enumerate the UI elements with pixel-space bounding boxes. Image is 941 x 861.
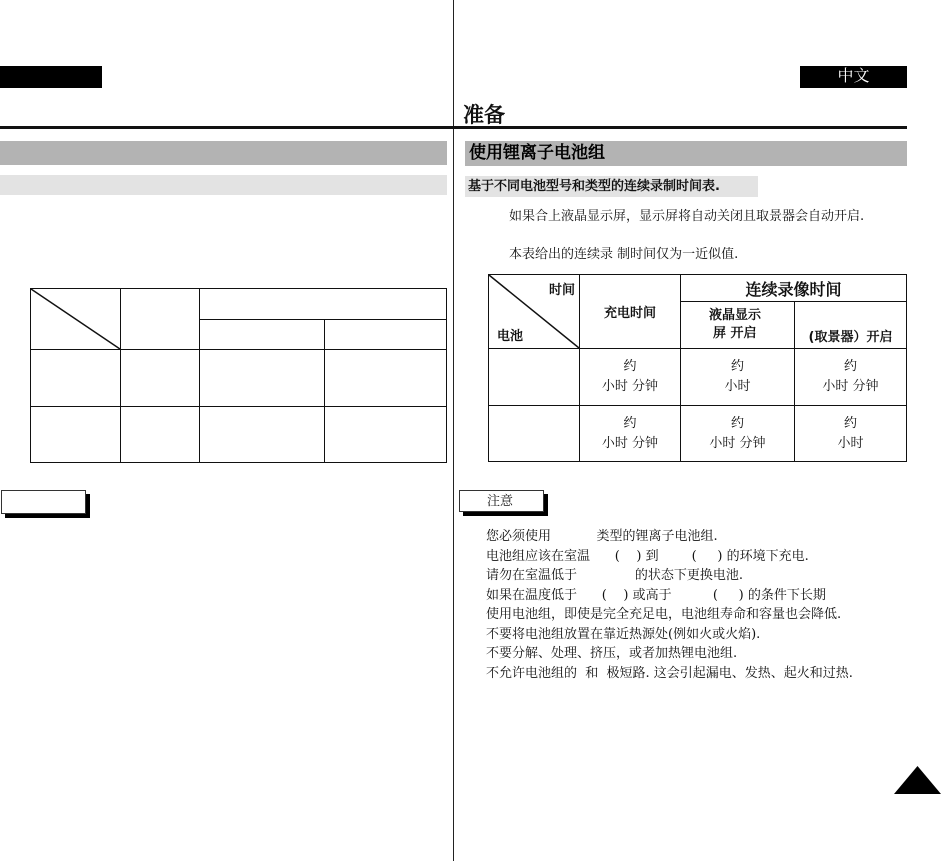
center-divider	[453, 0, 454, 861]
note-line: 不要将电池组放置在靠近热源处(例如火或火焰).	[486, 626, 761, 642]
table-diagonal-header	[489, 275, 580, 349]
left-note-box	[1, 490, 86, 514]
diag-bottom-label: 电池	[497, 329, 524, 344]
col-viewfinder-on: (取景器）开启	[795, 302, 907, 349]
col-lcd-on: 液晶显示 屏 开启	[681, 302, 795, 349]
table-row: 约 小时 分钟 约 小时 分钟 约 小时	[489, 406, 907, 462]
page-title: 准备	[463, 103, 505, 127]
col-charge-time: 充电时间	[580, 275, 681, 349]
section-subtitle: 基于不同电池型号和类型的连续录制时间表.	[465, 176, 758, 197]
intro-text-1: 如果合上液晶显示屏，显示屏将自动关闭且取景器会自动开启.	[509, 209, 865, 224]
section-title: 使用锂离子电池组	[465, 141, 907, 166]
left-empty-table	[30, 288, 447, 463]
lang-badge: 中文	[800, 66, 907, 88]
diag-top-label: 时间	[548, 283, 575, 298]
note-line: 请勿在室温低于 的状态下更换电池.	[486, 568, 743, 583]
col-continuous-recording: 连续录像时间	[681, 275, 907, 302]
note-line: 不要分解、处理、挤压，或者加热锂电池组.	[486, 646, 738, 661]
note-label: 注意	[459, 490, 544, 512]
note-line: 使用电池组，即使是完全充足电，电池组寿命和容量也会降低.	[486, 607, 842, 622]
table-row: 约 小时 分钟 约 小时 约 小时 分钟	[489, 349, 907, 406]
intro-text-2: 本表给出的连续录 制时间仅为一近似值.	[509, 247, 739, 262]
note-line: 不允许电池组的 和 极短路. 这会引起漏电、发热、起火和过热.	[486, 665, 853, 681]
notes-list	[486, 527, 906, 683]
note-line: 您必须使用 类型的锂离子电池组.	[486, 529, 718, 544]
left-lang-badge	[0, 66, 102, 88]
left-section-bar	[0, 141, 447, 165]
recording-time-table	[488, 274, 907, 462]
note-line: 如果在温度低于 ( ) 或高于 ( ) 的条件下长期	[486, 587, 826, 603]
note-line: 电池组应该在室温 ( ) 到 ( ) 的环境下充电.	[486, 548, 809, 564]
header-rule	[0, 126, 907, 129]
left-diag-cell	[31, 289, 121, 350]
left-subsection-bar	[0, 175, 447, 195]
triangle-up-icon[interactable]	[894, 766, 941, 794]
